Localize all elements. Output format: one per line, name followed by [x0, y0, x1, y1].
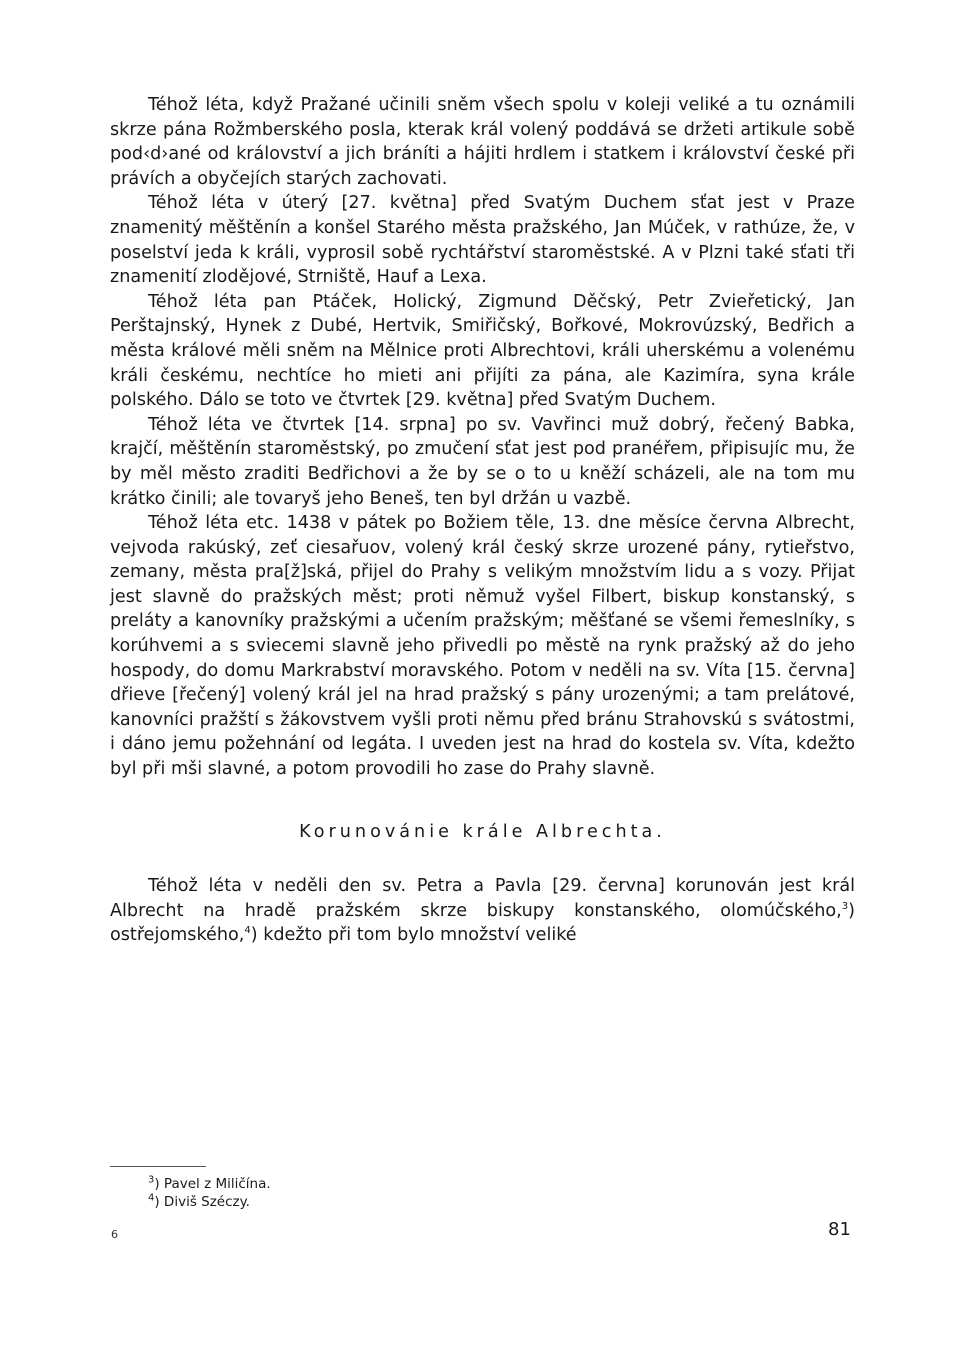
- footnote-mark-3: 3: [148, 1174, 155, 1186]
- footnotes: [148, 1175, 548, 1211]
- paragraph-6: [110, 874, 855, 948]
- paragraph-3: Téhož léta pan Ptáček, Holický, Zigmund Děčský, Petr Zvieřetický, Jan Perštajnský, Hynek z Dubé, Hertvik, Smiřičský, Bořkové, Mokrovúzský, Bedřich a města králové měli sněm na Mělnice proti Albrechtovi, králi uherskému a volenému králi českému, nechtíce ho mieti ani přijíti za pána, ale Kazimíra, syna krále polského. Dálo se toto ve čtvrtek [29. května] před Svatým Duchem.: [110, 291, 855, 411]
- paragraph-2: Téhož léta v úterý [27. května] před Svatým Duchem sťat jest v Praze znamenitý měštěnín a konšel Starého města pražského, Jan Múček, v rathúze, že, v poselství jeda k králi, vyprosil sobě rychtářství staroměstské. A v Plzni také sťati tři znamenití zlodějové, Strniště, Hauf a Lexa.: [110, 193, 855, 288]
- footnote-mark-4: 4: [148, 1192, 155, 1204]
- paragraph-6-part-2: ) ostřejomského,: [110, 900, 855, 946]
- page-number: 81: [828, 1219, 851, 1240]
- paragraph-1: Téhož léta, když Pražané učinili sněm všech spolu v koleji veliké a tu oznámili skrze pána Rožmberského posla, kterak král volený poddává se držeti artikule sobě pod‹d›ané od království a jich bráníti a hájiti hrdlem i statkem i království české při právích a obyčejích starých zachovati.: [110, 95, 855, 189]
- main-text: [110, 93, 855, 948]
- footnote-text-4: ) Diviš Széczy.: [154, 1194, 250, 1210]
- paragraph-6-part-1: Téhož léta v neděli den sv. Petra a Pavla [29. června] korunován jest král Albrecht na hradě pražském skrze biskupy konstanského, olomúčského,: [110, 876, 855, 921]
- footnote-text-3: ) Pavel z Miličína.: [154, 1176, 271, 1192]
- paragraph-5: Téhož léta etc. 1438 v pátek po Božiem těle, 13. dne měsíce června Albrecht, vejvoda rakúský, zeť ciesařuov, volený král český skrze urozené pány, rytieřstvo, zemany, města pra[ž]ská, přijel do Prahy s velikým množstvím lidu a s vozy. Přijat jest slavně do pražských měst; proti němuž vyšel Filbert, biskup konstanský, s preláty a kanovníky pražskými a učením pražským; měšťané se všemi řemeslníky, s korúhvemi a s sviecemi slavně jeho přivedli po městě na rynk pražský až do jeho hospody, do domu Markrabství moravského. Potom v neděli na sv. Víta [15. června] dřieve [řečený] volený král jel na hrad pražský s pány urozenými; a tam prelátové, kanovníci pražští s žákovstvem vyšli proti němu před bránu Strahovskú s svátostmi, i dáno jemu požehnání od legáta. I uveden jest na hrad do kostela sv. Víta, kdežto byl při mši slavné, a potom provodili ho zase do Prahy slavně.: [110, 513, 855, 780]
- footnote-3: [148, 1175, 548, 1193]
- printer-signature-mark: 6: [111, 1228, 118, 1241]
- footnote-ref-3: 3: [841, 900, 849, 912]
- paragraph-4: Téhož léta ve čtvrtek [14. srpna] po sv. Vavřinci muž dobrý, řečený Babka, krajčí, měštěnín staroměstský, po zmučení sťat jest pod pranéřem, připisujíc mu, že by měl město zraditi Bedřichovi a že by se o to u kněží scházeli, ale na tom mu krátko činili; ale tovaryš jeho Beneš, ten byl držán u vazbě.: [110, 414, 855, 509]
- paragraph-6-part-3: ) kdežto při tom bylo množství veliké: [250, 925, 577, 946]
- footnote-divider: [110, 1166, 206, 1167]
- footnote-4: [148, 1193, 548, 1211]
- footnote-ref-4: 4: [244, 925, 251, 937]
- section-heading: Korunovánie krále Albrechta.: [299, 821, 666, 842]
